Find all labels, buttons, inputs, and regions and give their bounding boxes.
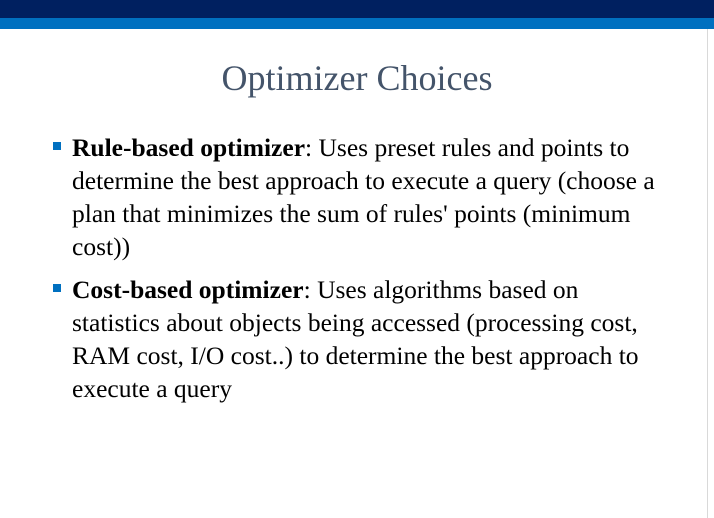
bullet-separator: :: [303, 275, 318, 304]
bullet-item-rule-based: [46, 131, 666, 263]
bullet-term: Rule-based optimizer: [72, 133, 306, 162]
bullet-list: [46, 131, 666, 415]
bullet-separator: :: [305, 133, 319, 162]
bullet-term: Cost-based optimizer: [72, 275, 304, 304]
bullet-text: Uses preset rules and points to determine the best approach to execute a query (choose a plan that minimizes the sum of rules' points (minimum cost)): [72, 133, 655, 261]
square-bullet-icon: [53, 284, 61, 292]
header-band-light: [0, 18, 714, 29]
square-bullet-icon: [53, 142, 61, 150]
header-band-dark: [0, 0, 714, 18]
bullet-item-cost-based: [46, 273, 666, 405]
slide-title: Optimizer Choices: [221, 58, 493, 98]
slide-edge-rule: [707, 29, 708, 518]
bullet-text: Uses algorithms based on statistics about objects being accessed (processing cost, RAM cost, I/O cost..) to determine the best approach to execute a query: [72, 275, 639, 403]
